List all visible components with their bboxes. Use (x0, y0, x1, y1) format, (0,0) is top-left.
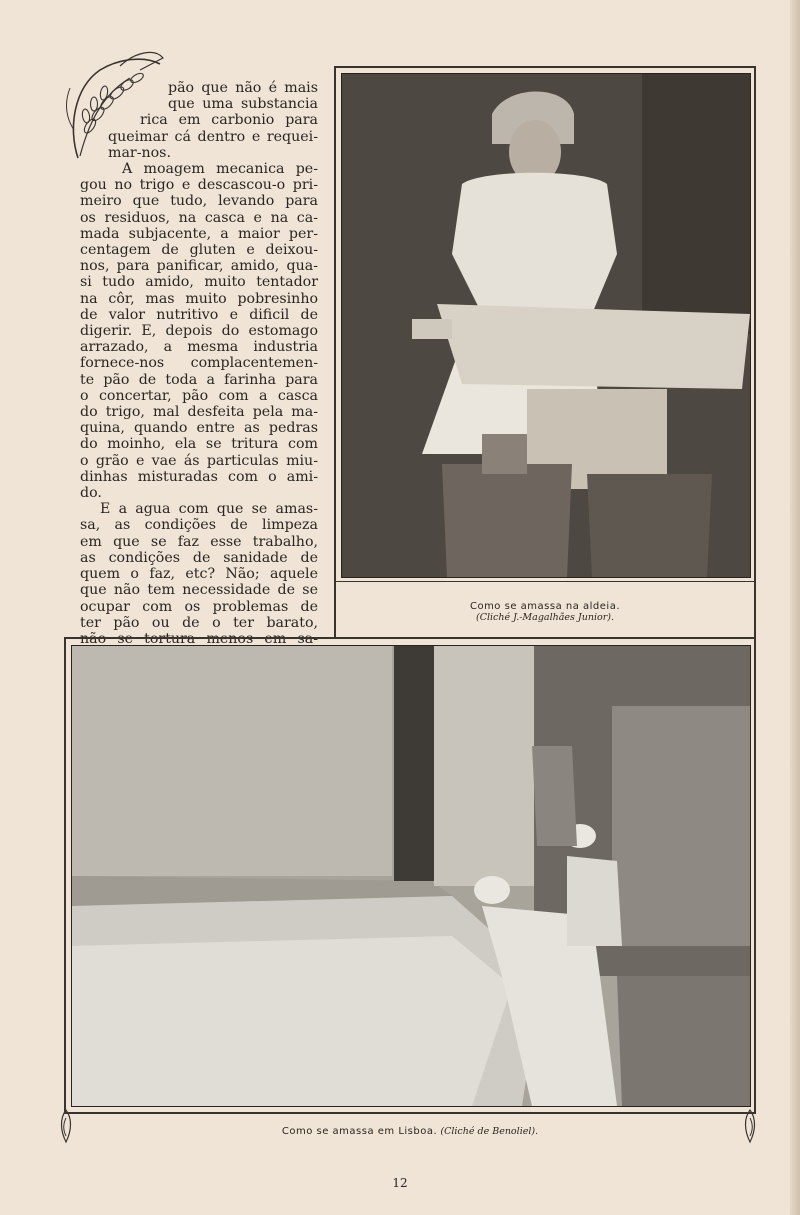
text-line: sa, as condições de limpeza (80, 517, 318, 534)
text-line: na côr, mas muito pobresinho (80, 290, 318, 307)
text-line: do trigo, mal desfeita pela ma- (80, 404, 318, 421)
frame-divider (64, 1112, 756, 1114)
photo1-caption-block (341, 601, 749, 623)
text-line: dinhas misturadas com o ami- (80, 468, 318, 485)
frame-divider (64, 637, 756, 639)
photo-village-illustration (342, 74, 750, 577)
photo-lisbon-kneading (71, 645, 751, 1107)
text-line: E a agua com que se amas- (100, 501, 318, 518)
text-line: as condições de sanidade de (80, 549, 318, 566)
photo-village-kneading (341, 73, 751, 578)
text-line: de valor nutritivo e dificil de (80, 306, 318, 323)
text-line: fornece-nos complacentemen- (80, 355, 318, 372)
text-line: mar-nos. (108, 144, 171, 161)
text-line: quina, quando entre as pedras (80, 420, 318, 437)
page-number: 12 (392, 1176, 408, 1190)
photo2-credit: (Cliché de Benoliel). (440, 1126, 539, 1137)
text-line: do moinho, ela se tritura com (80, 436, 318, 453)
frame-divider (334, 66, 336, 638)
text-line: arrazado, a mesma industria (80, 339, 318, 356)
text-line: que uma substancia (168, 96, 318, 113)
text-line: te pão de toda a farinha para (80, 371, 318, 388)
text-line: ter pão ou de o ter barato, (80, 614, 318, 631)
text-line: o grão e vae ás particulas miu- (80, 452, 318, 469)
photo2-caption-block (71, 1126, 749, 1137)
text-line: o concertar, pão com a casca (80, 387, 318, 404)
frame-divider (64, 637, 66, 1114)
page-edge (790, 0, 800, 1215)
text-line: mada subjacente, a maior per- (80, 225, 318, 242)
frame-divider (336, 581, 754, 582)
photo1-credit (341, 612, 749, 623)
text-line: pão que não é mais (168, 80, 318, 96)
frame-divider (334, 66, 756, 68)
photo1-caption: Como se amassa na aldeia. (469, 601, 621, 612)
text-line: os residuos, na casca e na ca- (80, 209, 318, 226)
text-line: rica em carbonio para (140, 112, 318, 129)
text-line: ocupar com os problemas de (80, 598, 318, 615)
text-line: do. (80, 485, 102, 502)
text-line: meiro que tudo, levando para (80, 193, 318, 210)
text-line: A moagem mecanica pe- (122, 161, 318, 178)
text-line: centagem de gluten e deixou- (80, 242, 318, 259)
photo2-caption: Como se amassa em Lisboa. (281, 1126, 438, 1137)
text-line: gou no trigo e descascou-o pri- (80, 177, 318, 194)
text-line: que não tem necessidade de se (80, 582, 318, 599)
text-line: si tudo amido, muito tentador (80, 274, 318, 291)
corner-ornament-icon (58, 1108, 74, 1144)
text-line: em que se faz esse trabalho, (80, 533, 318, 550)
corner-ornament-icon (742, 1108, 758, 1144)
text-line: quem o faz, etc? Não; aquele (80, 566, 318, 583)
text-line: queimar cá dentro e requei- (108, 128, 318, 145)
frame-divider (754, 66, 756, 1114)
article-text (80, 80, 318, 663)
text-line: digerir. E, depois do estomago (80, 323, 318, 340)
photo-lisbon-illustration (72, 646, 750, 1106)
photo1-credit-text: (Cliché J.-Magalhães Junior). (476, 612, 614, 623)
text-line: nos, para panificar, amido, qua- (80, 258, 318, 275)
